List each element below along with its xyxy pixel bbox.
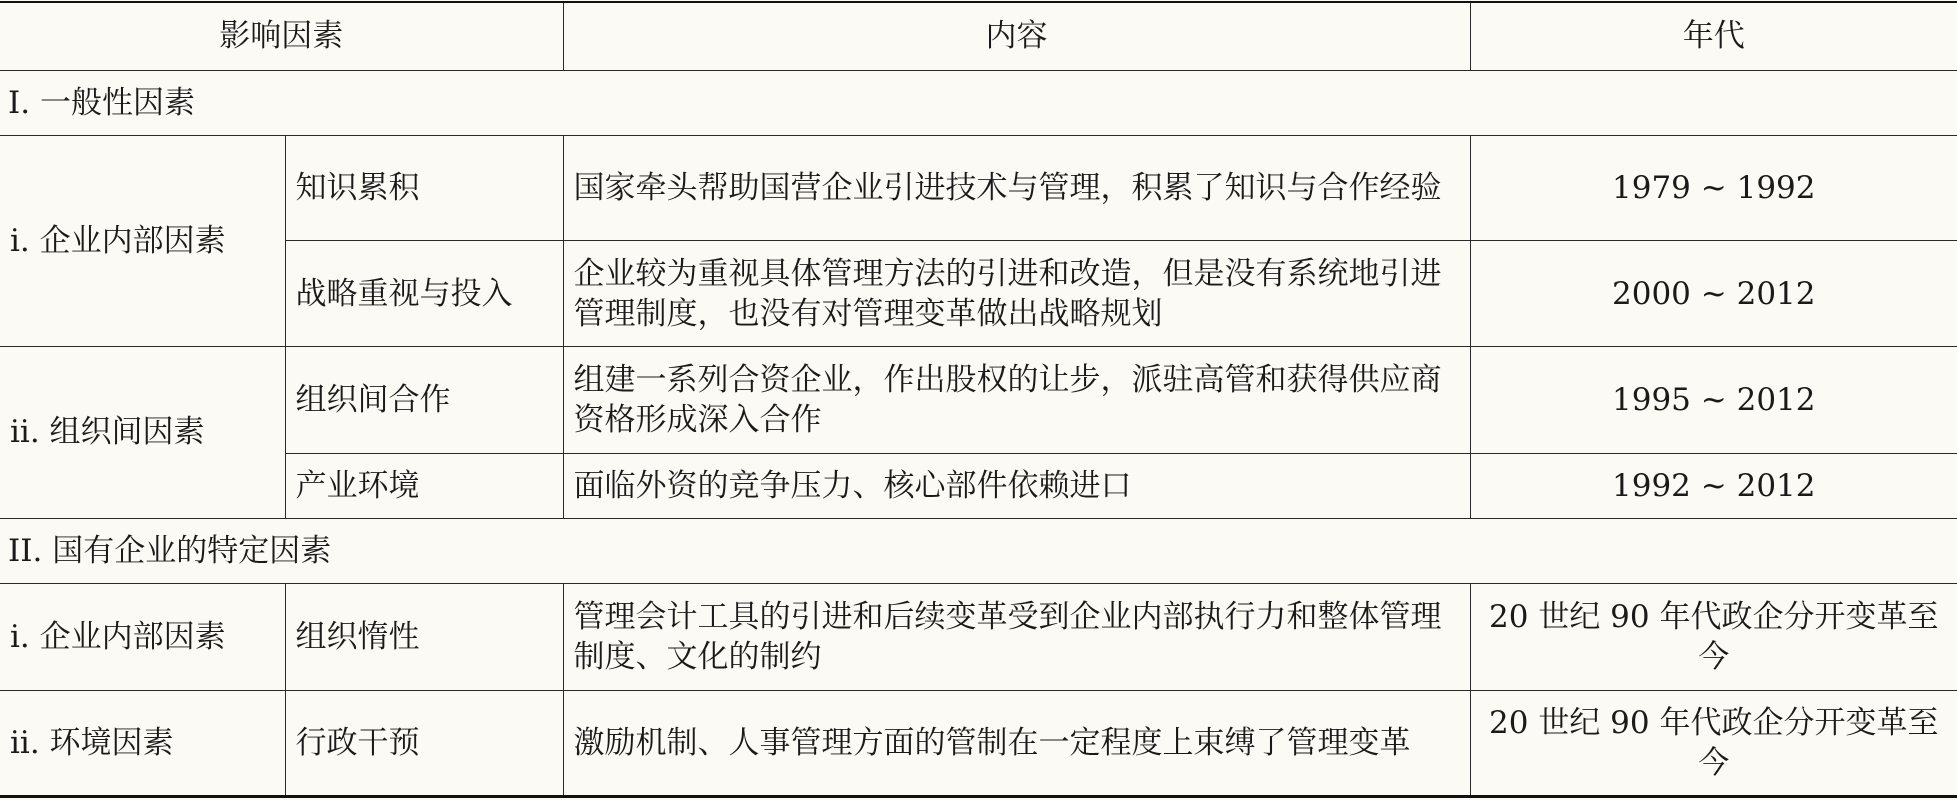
table-row: [0, 584, 1957, 691]
period-cell: 2000 ~ 2012: [1470, 241, 1957, 347]
content-cell: 企业较为重视具体管理方法的引进和改造，但是没有系统地引进管理制度，也没有对管理变革做出战略规划: [563, 241, 1470, 347]
category-cell: i. 企业内部因素: [0, 584, 285, 691]
table-row: [0, 691, 1957, 797]
header-content: 内容: [563, 2, 1470, 70]
header-factor: 影响因素: [0, 2, 563, 70]
factor-cell: 组织惰性: [285, 584, 563, 691]
table-header-row: [0, 2, 1957, 70]
category-cell: ii. 环境因素: [0, 691, 285, 797]
period-cell: 1979 ~ 1992: [1470, 136, 1957, 241]
content-cell: 组建一系列合资企业，作出股权的让步，派驻高管和获得供应商资格形成深入合作: [563, 347, 1470, 454]
section-row: [0, 70, 1957, 136]
content-cell: 激励机制、人事管理方面的管制在一定程度上束缚了管理变革: [563, 691, 1470, 797]
period-cell: 20 世纪 90 年代政企分开变革至今: [1470, 691, 1957, 797]
category-cell: i. 企业内部因素: [0, 136, 285, 347]
section-row: [0, 518, 1957, 584]
period-cell: 1992 ~ 2012: [1470, 453, 1957, 518]
table-row: [0, 136, 1957, 241]
content-cell: 国家牵头帮助国营企业引进技术与管理，积累了知识与合作经验: [563, 136, 1470, 241]
category-cell: ii. 组织间因素: [0, 347, 285, 519]
table-row: [0, 347, 1957, 454]
header-period: 年代: [1470, 2, 1957, 70]
table-row: [0, 453, 1957, 518]
period-cell: 20 世纪 90 年代政企分开变革至今: [1470, 584, 1957, 691]
table-row: [0, 241, 1957, 347]
factor-cell: 组织间合作: [285, 347, 563, 454]
factor-cell: 产业环境: [285, 453, 563, 518]
section-title-general: I. 一般性因素: [0, 70, 1957, 136]
period-cell: 1995 ~ 2012: [1470, 347, 1957, 454]
factor-cell: 行政干预: [285, 691, 563, 797]
content-cell: 面临外资的竞争压力、核心部件依赖进口: [563, 453, 1470, 518]
factor-cell: 战略重视与投入: [285, 241, 563, 347]
section-title-soe: II. 国有企业的特定因素: [0, 518, 1957, 584]
factors-table: [0, 1, 1957, 798]
factor-cell: 知识累积: [285, 136, 563, 241]
content-cell: 管理会计工具的引进和后续变革受到企业内部执行力和整体管理制度、文化的制约: [563, 584, 1470, 691]
